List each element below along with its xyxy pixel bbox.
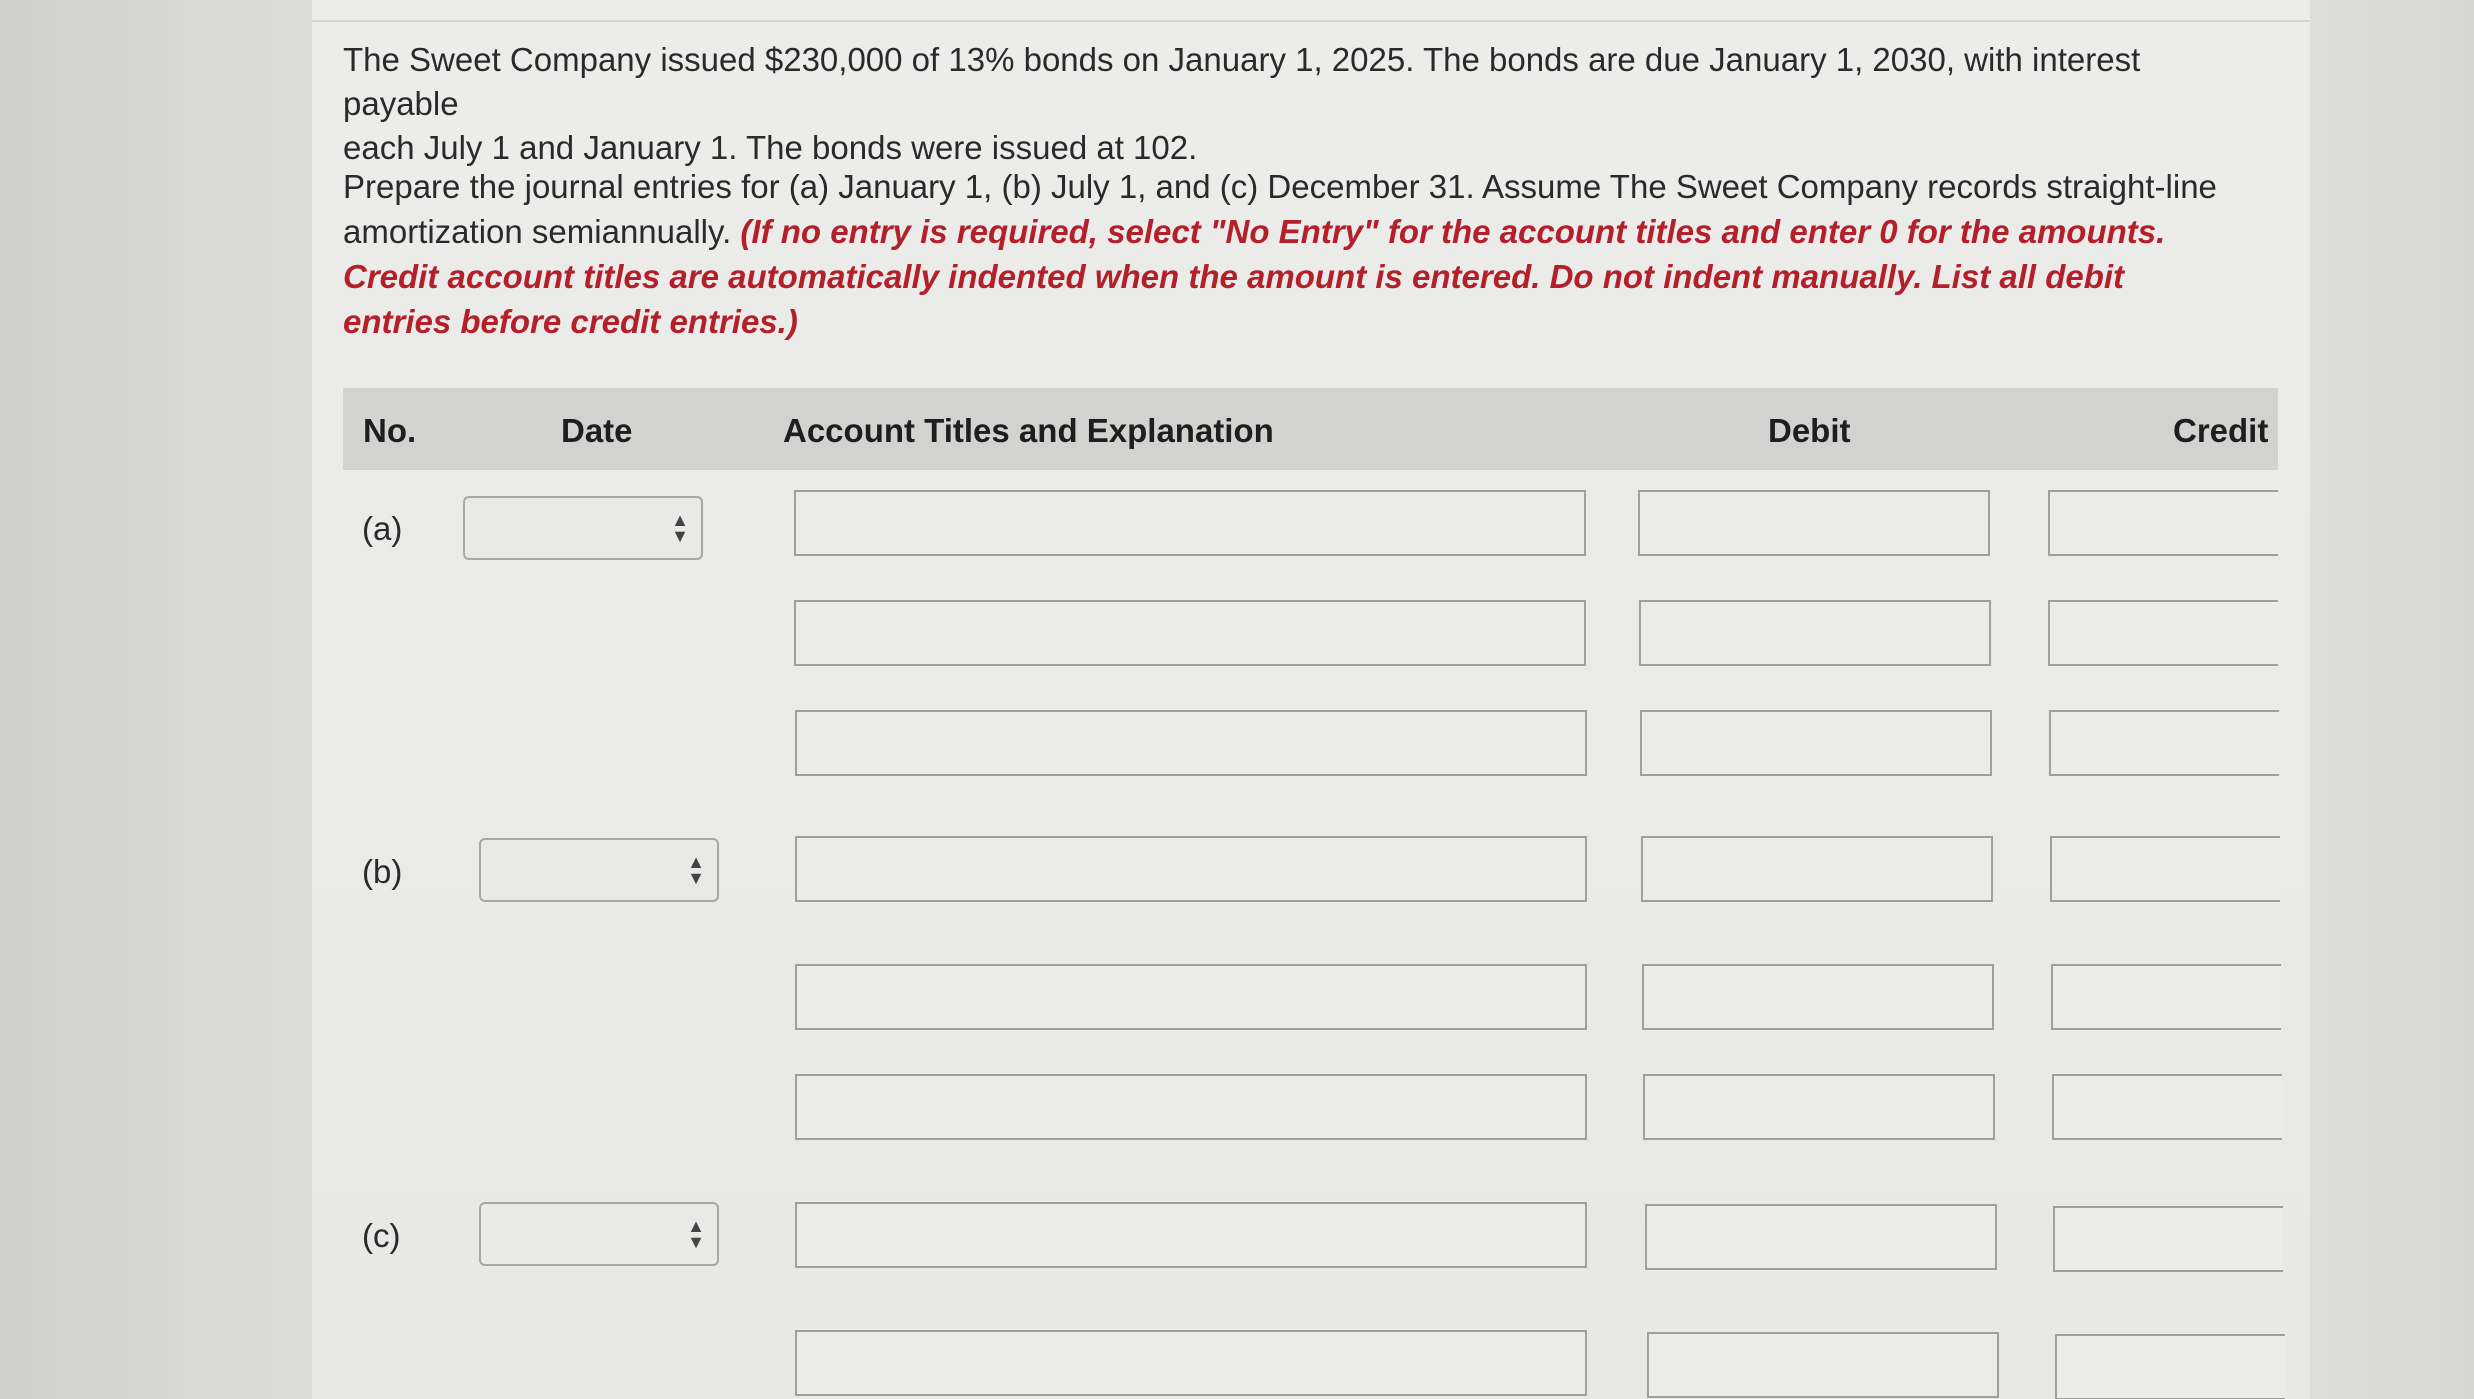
account-field-a-1[interactable] [794,490,1586,556]
date-select-c[interactable] [479,1202,719,1266]
credit-field-b-1[interactable] [2050,836,2280,902]
debit-field-a-1[interactable] [1638,490,1990,556]
account-field-a-2[interactable] [794,600,1586,666]
table-header [343,388,2278,470]
account-field-b-2[interactable] [795,964,1587,1030]
account-field-a-3[interactable] [795,710,1587,776]
up-down-arrows-icon: ▲ ▼ [687,1216,705,1252]
debit-field-b-1[interactable] [1641,836,1993,902]
instructions [343,164,2223,344]
account-field-c-2[interactable] [795,1330,1587,1396]
debit-field-b-3[interactable] [1643,1074,1995,1140]
up-down-arrows-icon: ▲ ▼ [687,852,705,888]
credit-field-b-2[interactable] [2051,964,2281,1030]
date-select-a[interactable] [463,496,703,560]
debit-field-b-2[interactable] [1642,964,1994,1030]
problem-statement [343,38,2243,170]
header-no: No. [363,412,417,449]
instructions-note: (If no entry is required, select "No Entry" for the account titles and enter 0 for the amounts. Credit account titles are automatically indented when the amount is entered. Do not indent manually. List all debit entries before credit entries.) [343,213,2166,340]
account-field-c-1[interactable] [795,1202,1587,1268]
header-debit: Debit [1768,412,1851,449]
credit-field-b-3[interactable] [2052,1074,2282,1140]
header-date: Date [561,412,633,449]
header-account-titles: Account Titles and Explanation [783,412,1274,449]
date-select-b[interactable] [479,838,719,902]
debit-field-a-2[interactable] [1639,600,1991,666]
header-credit: Credit [2173,412,2269,449]
credit-field-a-3[interactable] [2049,710,2279,776]
debit-field-c-1[interactable] [1645,1204,1997,1270]
entry-label-b: (b) [362,853,403,890]
account-field-b-3[interactable] [795,1074,1587,1140]
credit-field-c-2[interactable] [2055,1334,2285,1399]
entry-label-a: (a) [362,510,403,547]
divider [312,20,2310,22]
credit-field-a-1[interactable] [2048,490,2278,556]
up-down-arrows-icon: ▲ ▼ [671,510,689,546]
problem-line-2: each July 1 and January 1. The bonds were issued at 102. [343,129,1198,166]
account-field-b-1[interactable] [795,836,1587,902]
debit-field-a-3[interactable] [1640,710,1992,776]
credit-field-c-1[interactable] [2053,1206,2283,1272]
credit-field-a-2[interactable] [2048,600,2278,666]
problem-line-1: The Sweet Company issued $230,000 of 13% bonds on January 1, 2025. The bonds are due January 1, 2030, with interest payable [343,41,2141,122]
debit-field-c-2[interactable] [1647,1332,1999,1398]
entry-label-c: (c) [362,1217,401,1254]
instructions-lead: Prepare the journal entries for (a) January 1, (b) July 1, and (c) December 31. Assume The Sweet Company records straight-line amortization semiannually. [343,168,2217,250]
